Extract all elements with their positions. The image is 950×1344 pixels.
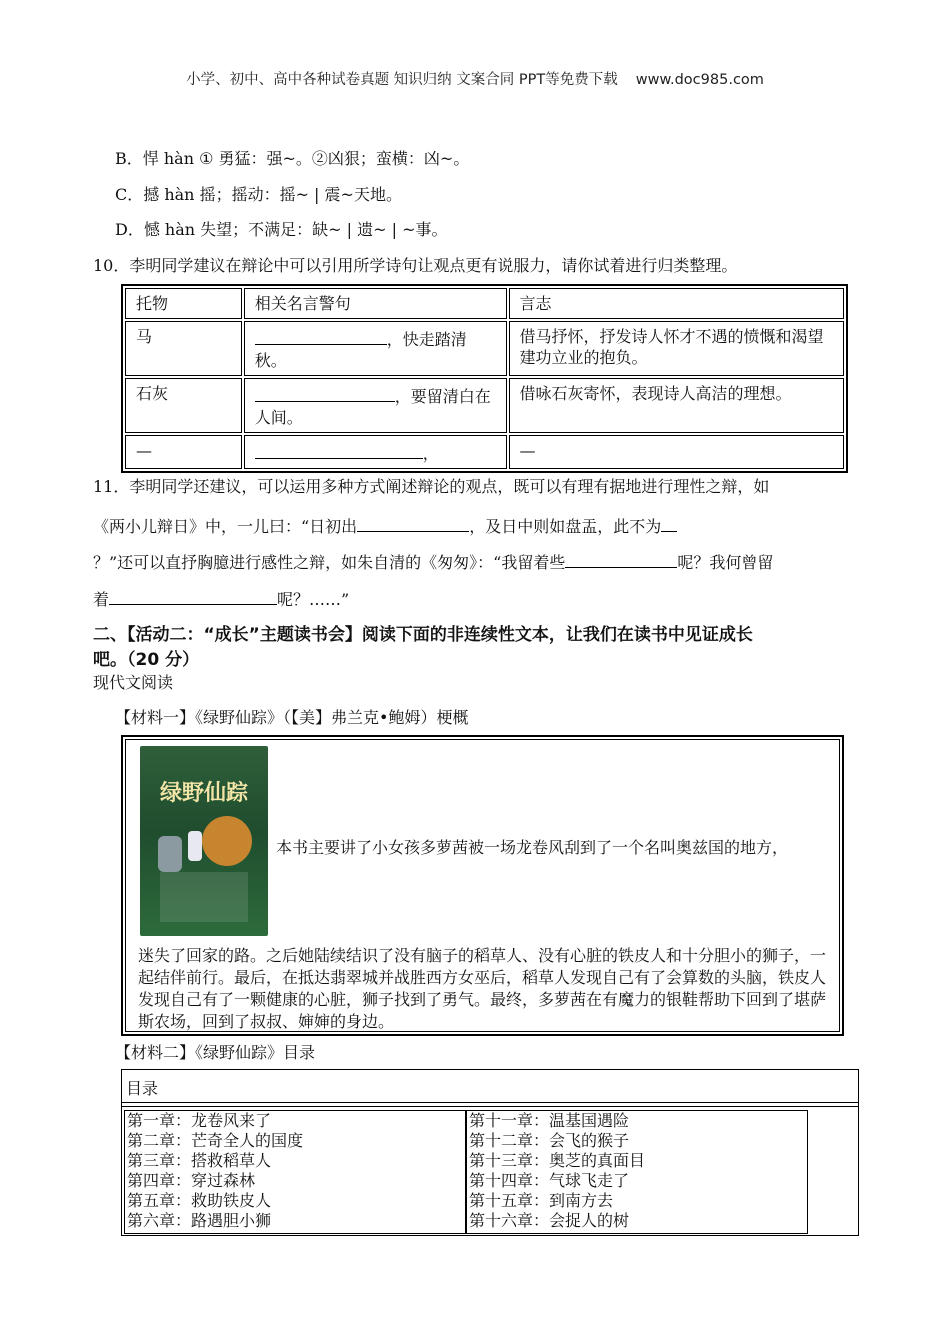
section-title-line2: 吧。（20 分） [93,650,200,670]
material1-label: 【材料一】《绿野仙踪》（【美】弗兰克•鲍姆）梗概 [115,708,469,727]
summary-paragraph: 迷失了回家的路。之后她陆续结识了没有脑子的稻草人、没有心脏的铁皮人和十分胆小的狮子，一起结伴前行。最后，在抵达翡翠城并战胜西方女巫后，稻草人发现自己有了会算数的头脑，铁皮人发现自己有了一颗健康的心脏，狮子找到了勇气。最终，多萝茜在有魔力的银鞋帮助下回到了堪萨斯农场，回到了叔叔、婶婶的身边。 [138,946,827,1031]
header-text: 小学、初中、高中各种试卷真题 知识归纳 文案合同 PPT等免费下载 [186,72,618,88]
section-subtitle: 现代文阅读 [93,673,174,692]
material1-inner [125,739,840,1032]
table-cell-obj: 马 [125,321,242,376]
q11-text: 呢？……” [277,590,350,609]
cover-note [160,872,248,922]
toc-divider [122,1106,858,1107]
quote-table [121,284,848,473]
option-c: C．撼 hàn 摇；摇动：摇~ | 震~天地。 [115,185,402,204]
answer-blank[interactable] [661,513,677,532]
table-cell-meaning: 借咏石灰寄怀，表现诗人高洁的理想。 [509,378,844,433]
answer-blank[interactable] [357,513,469,532]
question-11-line2 [93,513,677,537]
material2-label: 【材料二】《绿野仙踪》目录 [115,1043,316,1062]
toc-item: 第四章：穿过森林 [127,1171,256,1190]
header-url[interactable]: www.doc985.com [635,72,764,88]
toc-header [122,1070,858,1103]
girl-figure [188,831,202,861]
table-cell-quote [244,435,507,469]
table-header-meaning: 言志 [509,288,844,319]
table-header-quote: 相关名言警句 [244,288,507,319]
table-header-obj: 托物 [125,288,242,319]
quote-text: ， [422,444,439,463]
question-10: 10．李明同学建议在辩论中可以引用所学诗句让观点更有说服力，请你试着进行归类整理。 [93,256,738,275]
table-cell-quote [244,378,507,433]
q11-text: 呢？我何曾留 [677,553,774,572]
toc-item: 第十五章：到南方去 [469,1191,614,1210]
toc-item: 第十三章：奥芝的真面目 [469,1151,646,1170]
toc-box [121,1069,859,1236]
page-header [0,68,950,89]
toc-item: 第十二章：会飞的猴子 [469,1131,630,1150]
toc-item: 第十六章：会捉人的树 [469,1211,630,1230]
toc-item: 第一章：龙卷风来了 [127,1111,272,1130]
answer-blank[interactable] [109,586,277,605]
quote-text: ，要留清白在人间。 [254,387,491,427]
table-cell-obj: 石灰 [125,378,242,433]
toc-item: 第三章：搭救稻草人 [127,1151,272,1170]
table-cell-obj: — [125,435,242,469]
q11-text: 着 [93,590,110,609]
summary-first-line: 本书主要讲了小女孩多萝茜被一场龙卷风刮到了一个名叫奥兹国的地方， [276,838,789,857]
book-cover-image [140,746,268,936]
quote-text: ，快走踏清秋。 [254,330,467,370]
answer-blank[interactable] [565,549,677,568]
table-cell-meaning: 借马抒怀，抒发诗人怀才不遇的愤慨和渴望建功立业的抱负。 [509,321,844,376]
question-11-line4 [93,586,349,610]
answer-blank[interactable] [255,383,395,402]
option-d: D．憾 hàn 失望；不满足：缺~ | 遗~ | ~事。 [115,220,448,239]
option-b: B．悍 hàn ① 勇猛：强~。②凶狠；蛮横：凶~。 [115,149,470,168]
q11-text: ？”还可以直抒胸臆进行感性之辩，如朱自清的《匆匆》：“我留着些 [93,553,566,572]
tinman-figure [158,836,182,872]
toc-title: 目录 [126,1079,159,1098]
answer-blank[interactable] [255,440,423,459]
toc-item: 第十一章：温基国遇险 [469,1111,630,1130]
lion-figure [202,816,252,866]
toc-left-column [124,1110,466,1234]
section-title-line1: 二、【活动二：“成长”主题读书会】阅读下面的非连续性文本，让我们在读书中见证成长 [93,625,753,645]
toc-right-column [466,1110,808,1234]
q11-text: 《两小儿辩日》中，一儿曰：“日初出 [93,517,358,536]
table-cell-meaning: — [509,435,844,469]
material1-box [121,735,844,1036]
toc-item: 第二章：芒奇全人的国度 [127,1131,304,1150]
toc-item: 第十四章：气球飞走了 [469,1171,630,1190]
q11-text: ，及日中则如盘盂，此不为 [469,517,662,536]
toc-item: 第六章：路遇胆小狮 [127,1211,272,1230]
table-cell-quote [244,321,507,376]
answer-blank[interactable] [255,326,387,345]
book-cover-title: 绿野仙踪 [159,780,248,806]
toc-item: 第五章：救助铁皮人 [127,1191,272,1210]
question-11-line3 [93,549,773,573]
question-11-line1: 11．李明同学还建议，可以运用多种方式阐述辩论的观点，既可以有理有据地进行理性之辩，如 [93,477,770,496]
